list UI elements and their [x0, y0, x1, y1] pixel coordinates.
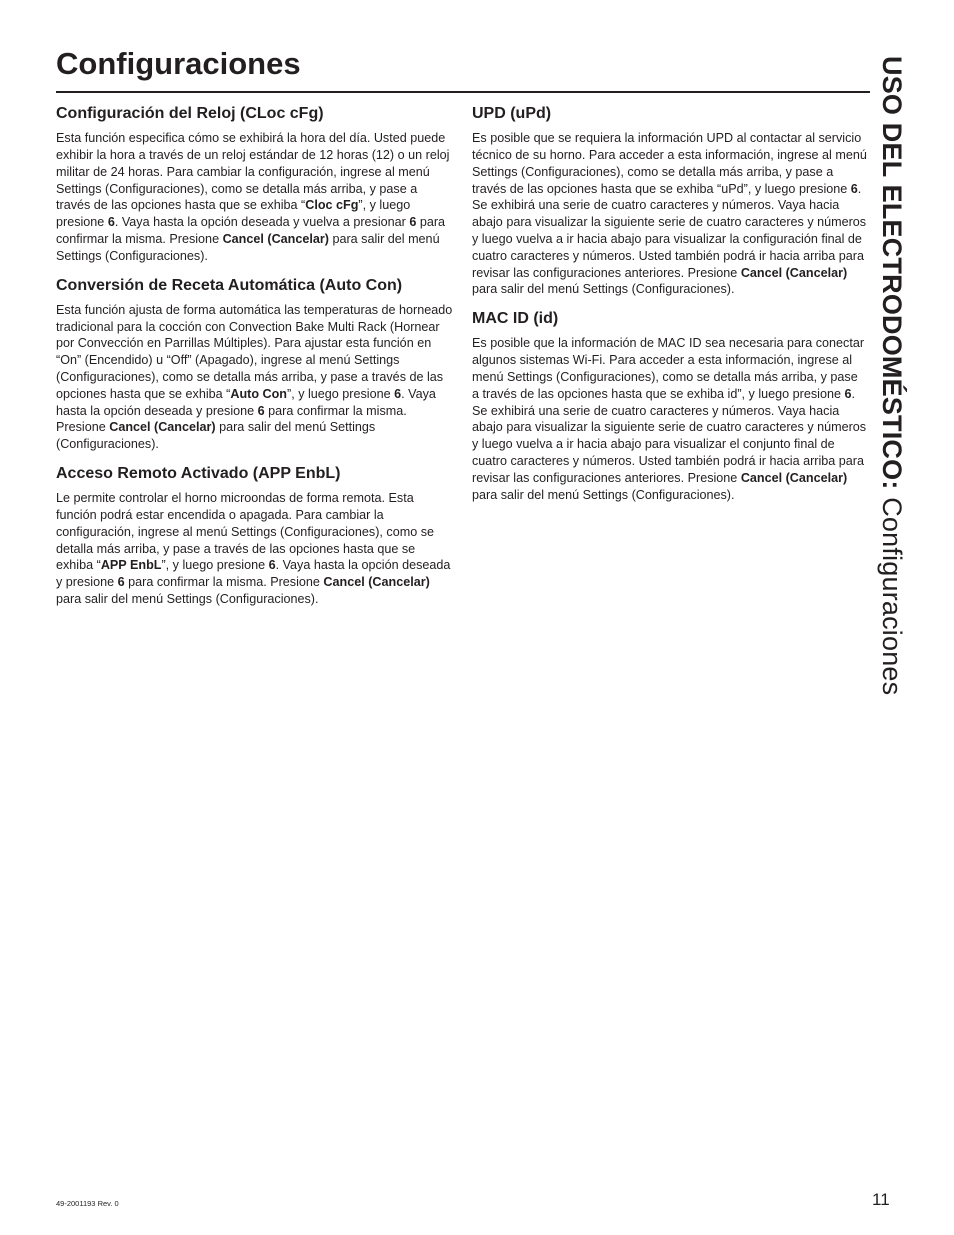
body-text: para confirmar la misma. Presione [56, 403, 407, 435]
body-text: ”, y luego presione [161, 558, 269, 573]
right-column [472, 104, 868, 514]
side-tab-topic: Configuraciones [877, 489, 907, 696]
bold-term: 6 [850, 181, 858, 196]
bold-term: 6 [394, 386, 402, 401]
left-column [56, 104, 454, 619]
section [56, 276, 454, 453]
title-divider [56, 91, 870, 93]
section-heading: UPD (uPd) [472, 105, 552, 122]
bold-term: 6 [268, 558, 276, 573]
section [56, 464, 454, 608]
bold-term: Cancel (Cancelar) [740, 265, 848, 280]
bold-term: 6 [107, 215, 115, 230]
section [56, 104, 454, 265]
section-body [472, 130, 868, 298]
body-text: para salir del menú Settings (Configuraciones). [472, 487, 735, 502]
page-title: Configuraciones [56, 46, 301, 81]
bold-term: Cloc cFg [305, 198, 359, 213]
body-text: Esta función ajusta de forma automática las temperaturas de horneado tradicional para la cocción con Convection Bake Multi Rack (Hornear por Convección en Parrillas Múltiples). Para ajustar esta función en “On” (Encendido) u “Off” (Apagado), ingrese al menú Settings (Configuraciones), como se detalla más arriba, y pase a través de las opciones hasta que se exhiba “ [56, 302, 453, 401]
bold-term: Cancel (Cancelar) [323, 575, 430, 590]
body-text: ”, y luego presione [287, 386, 395, 401]
body-text: para salir del menú Settings (Configuraciones). [56, 420, 376, 452]
bold-term: Cancel (Cancelar) [740, 470, 848, 485]
bold-term: Auto Con [230, 386, 287, 401]
body-text: para salir del menú Settings (Configuraciones). [56, 231, 440, 263]
section-body [56, 302, 454, 453]
body-text: Es posible que la información de MAC ID sea necesaria para conectar algunos sistemas Wi-Fi. Para acceder a esta información, ingrese al menú Settings (Configuraciones), como se detalla más arriba, y pase a través de las opciones hasta que se exhiba id”, y luego presione [472, 336, 865, 401]
body-text: ”, y luego presione [56, 198, 411, 230]
section-heading: Conversión de Receta Automática (Auto Con) [56, 276, 403, 294]
bold-term: Cancel (Cancelar) [109, 420, 216, 435]
body-text: Es posible que se requiera la información UPD al contactar al servicio técnico de su horno. Para acceder a esta información, ingrese al menú Settings (Configuraciones), como se detalla más arriba, y pase a través de las opciones hasta que se exhiba “uPd”, y luego presione [472, 131, 867, 196]
body-text: Le permite controlar el horno microondas de forma remota. Esta función podrá estar encendida o apagada. Para cambiar la configuración, ingrese al menú Settings (Configuraciones), como se detalla más arriba, y pase a través de las opciones hasta que se exhiba “ [56, 491, 435, 573]
body-text: . Se exhibirá una serie de cuatro caracteres y números. Vaya hacia abajo para visualizar la siguiente serie de cuatro caracteres y números y luego vuelva a ir hacia abajo para visualizar la configuración final de cuatro caracteres y números. Usted también podrá ir hacia arriba para revisar las configuraciones anteriores. Presione [472, 181, 867, 280]
body-text: . Vaya hasta la opción deseada y presione [56, 558, 451, 590]
body-text: . Vaya hasta la opción deseada y presione [56, 386, 436, 418]
bold-term: 6 [257, 403, 265, 418]
section-body [472, 335, 868, 503]
section-body [56, 490, 454, 608]
bold-term: APP EnbL [100, 558, 162, 573]
section-heading: MAC ID (id) [472, 310, 559, 328]
section [472, 309, 868, 503]
section-heading: Configuración del Reloj (CLoc cFg) [56, 105, 324, 122]
section [472, 104, 868, 298]
body-text: Esta función especifica cómo se exhibirá la hora del día. Usted puede exhibir la hora a través de un reloj estándar de 12 horas (12) o un reloj militar de 24 horas. Para cambiar la configuración, ingrese al menú Settings (Configuraciones), como se detalla más arriba, y pase a través de las opciones hasta que se exhiba “ [56, 131, 450, 213]
body-text: para confirmar la misma. Presione [56, 215, 446, 246]
body-text: para confirmar la misma. Presione [124, 575, 324, 590]
bold-term: 6 [409, 215, 417, 230]
side-tab-chapter: USO DEL ELECTRODOMÉSTICO: [877, 56, 907, 490]
page-number: 11 [872, 1190, 890, 1209]
bold-term: 6 [844, 386, 852, 401]
bold-term: Cancel (Cancelar) [222, 231, 329, 246]
document-code: 49-2001193 Rev. 0 [56, 1199, 119, 1208]
section-body [56, 130, 454, 264]
body-text: para salir del menú Settings (Configuraciones). [56, 591, 319, 606]
section-side-tab [878, 56, 905, 695]
section-heading: Acceso Remoto Activado (APP EnbL) [56, 464, 341, 482]
bold-term: 6 [117, 575, 125, 590]
body-text: . Vaya hasta la opción deseada y vuelva a presionar [114, 215, 410, 230]
body-text: para salir del menú Settings (Configuraciones). [472, 282, 735, 297]
body-text: . Se exhibirá una serie de cuatro caracteres y números. Vaya hacia abajo para visualizar la siguiente serie de cuatro caracteres y números y luego vuelva a ir hacia abajo para visualizar el conjunto final de cuatro caracteres y números. Usted también podrá ir hacia arriba para revisar las configuraciones anteriores. Presione [472, 386, 867, 485]
